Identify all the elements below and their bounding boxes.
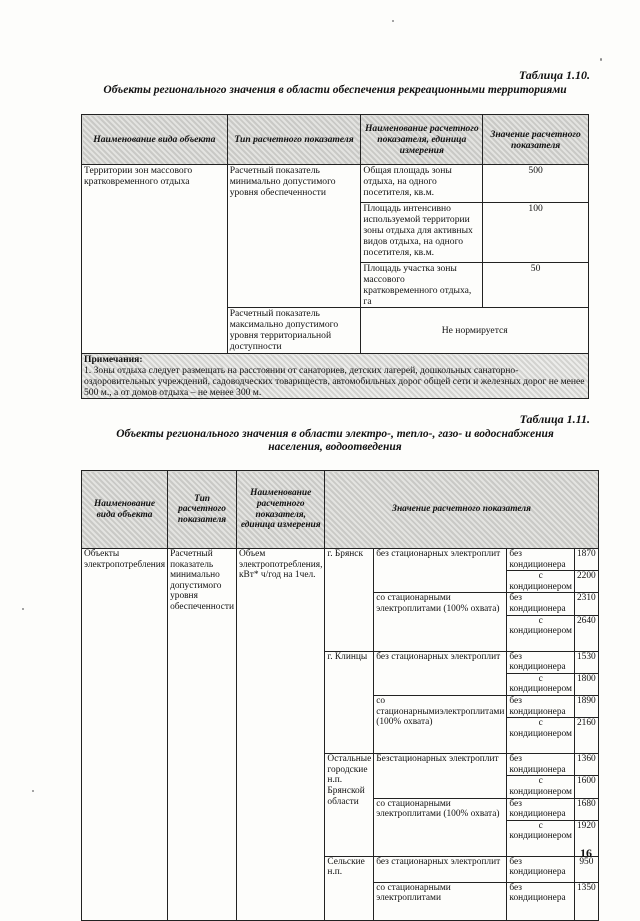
cell-max-value: Не нормируется [361,308,589,354]
cell-settlement: Сельские н.п. [325,856,374,920]
cell-conditioner: без кондиционера [507,549,575,571]
cell-value: 1350 [574,882,598,920]
cell-indicator-name: Площадь участка зоны массового кратковременного отдыха, га [361,263,483,308]
cell-conditioner: с кондиционером [507,615,575,651]
cell-min-type: Расчетный показатель минимально допустимого уровня обеспеченности [227,165,361,308]
cell-value: 2640 [574,615,598,651]
scan-speck [22,608,24,610]
cell-max-type: Расчетный показатель максимально допустимого уровня территориальной доступности [227,308,361,354]
table-111 [81,470,599,921]
cell-indicator-name: Общая площадь зоны отдыха, на одного посетителя, кв.м. [361,165,483,203]
header-object-name: Наименование вида объекта [82,471,168,549]
cell-indicator-value: 100 [483,203,589,263]
cell-value: 1870 [574,549,598,571]
table-110-title: Объекты регионального значения в области обеспечения рекреационными территориями [103,84,567,96]
cell-conditioner: с кондиционером [507,571,575,593]
cell-conditioner: без кондиционера [507,754,575,776]
cell-conditioner: с кондиционером [507,673,575,695]
cell-settlement: г. Клинцы [325,651,374,754]
cell-stove-type: со стационарными электроплитами (100% охвата) [374,798,507,856]
cell-value: 1890 [574,695,598,717]
scan-speck [392,20,394,22]
cell-stove-type: со стационарными электроплитами (100% охвата) [374,593,507,651]
cell-value: 950 [574,856,598,882]
cell-conditioner: без кондиционера [507,856,575,882]
cell-conditioner: без кондиционера [507,695,575,717]
table-111-caption: Таблица 1.11. [519,412,590,426]
cell-stove-type: без стационарных электроплит [374,856,507,882]
cell-value: 1530 [574,651,598,673]
cell-object-type: Территории зон массового кратковременного отдыха [82,165,228,354]
cell-value: 1800 [574,673,598,695]
header-indicator-name: Наименование расчетного показателя, единица измерения [361,115,483,165]
cell-object-name: Объекты электропотребления [82,549,168,921]
cell-stove-type: без стационарных электроплит [374,651,507,695]
header-indicator-type: Тип расчетного показателя [227,115,361,165]
cell-value: 1600 [574,776,598,798]
cell-indicator-name: Площадь интенсивно используемой территории зоны отдыха для активных видов отдыха, на одного посетителя, кв.м. [361,203,483,263]
cell-indicator-value: 50 [483,263,589,308]
cell-indicator-type: Расчетный показатель минимально допустимого уровня обеспеченности [168,549,237,921]
table-111-title-line2: населения, водоотведения [268,441,402,453]
cell-stove-type: со стационарными электроплитами [374,882,507,920]
cell-settlement: г. Брянск [325,549,374,652]
cell-conditioner: без кондиционера [507,651,575,673]
table-111-title-line1: Объекты регионального значения в области электро-, тепло-, газо- и водоснабжения [116,428,554,440]
cell-stove-type: Безстационарных электроплит [374,754,507,798]
scan-speck [600,58,602,61]
cell-value: 1360 [574,754,598,776]
cell-conditioner: без кондиционера [507,882,575,920]
cell-indicator-value: 500 [483,165,589,203]
cell-value: 2160 [574,718,598,754]
header-indicator-value: Значение расчетного показателя [325,471,598,549]
cell-conditioner: без кондиционера [507,593,575,615]
header-object-name: Наименование вида объекта [82,115,228,165]
cell-stove-type: со стационарнымиэлектроплитами (100% охвата) [374,695,507,753]
notes-cell [82,354,589,399]
cell-stove-type: без стационарных электроплит [374,549,507,593]
scan-speck [32,790,34,792]
table-111-title [70,428,600,454]
cell-value: 1680 [574,798,598,820]
cell-value: 1920 [574,820,598,856]
cell-value: 2200 [574,571,598,593]
header-indicator-type: Тип расчетного показателя [168,471,237,549]
cell-conditioner: без кондиционера [507,798,575,820]
cell-conditioner: с кондиционером [507,820,575,856]
header-indicator-value: Значение расчетного показателя [483,115,589,165]
cell-settlement: Остальные городские н.п. Брянской области [325,754,374,857]
cell-indicator-name: Объем электропотребления, кВт* ч/год на 1чел. [237,549,325,921]
page-number: 16 [580,846,592,860]
table-110-caption: Таблица 1.10. [518,68,590,82]
table-110 [81,114,589,399]
cell-value: 2310 [574,593,598,615]
header-indicator-name: Наименование расчетного показателя, единица измерения [237,471,325,549]
notes-title: Примечания: [84,354,143,365]
cell-conditioner: с кондиционером [507,776,575,798]
cell-conditioner: с кондиционером [507,718,575,754]
notes-text: 1. Зоны отдыха следует размещать на расстоянии от санаториев, детских лагерей, дошкольных санаторно-оздоровительных учреждений, садоводческих товариществ, автомобильных дорог общей сети и железных дорог не менее 500 м., а от домов отдыха – не менее 300 м. [84,365,585,398]
